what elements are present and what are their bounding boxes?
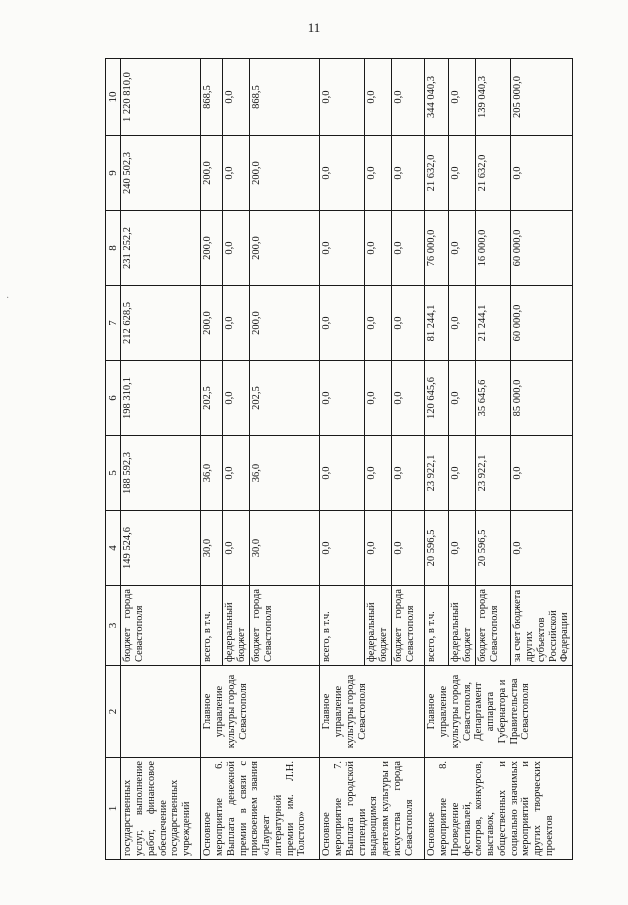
value-cell: 0,0: [449, 136, 476, 211]
value-cell: 30,0: [250, 511, 320, 586]
funding-source: бюджет города Севастополя: [476, 586, 511, 666]
funding-source: федеральный бюджет: [223, 586, 250, 666]
column-header: 5: [106, 436, 121, 511]
value-cell: 23 922,1: [476, 436, 511, 511]
funding-source: за счет бюджета других субъектов Российской Федерации: [511, 586, 573, 666]
budget-table: [105, 58, 573, 860]
value-cell: 205 000,0: [511, 59, 573, 136]
value-cell: 198 310,1: [121, 361, 201, 436]
funding-source: федеральный бюджет: [365, 586, 392, 666]
funding-source: бюджет города Севастополя: [250, 586, 320, 666]
header-row: [106, 59, 121, 860]
executor: [121, 666, 201, 758]
value-cell: 60 000,0: [511, 211, 573, 286]
value-cell: 188 592,3: [121, 436, 201, 511]
value-cell: 0,0: [365, 211, 392, 286]
measure-name: Основное мероприятие 6. Выплата денежной премии в связи с присвоением звания «Лауреат литературной премии им. Л.Н. Толстого»: [201, 758, 320, 860]
value-cell: 60 000,0: [511, 286, 573, 361]
executor: Главное управление культуры города Севастополя, Департамент аппарата Губернатора и Правительства Севастополя: [425, 666, 573, 758]
value-cell: 0,0: [223, 59, 250, 136]
value-cell: 200,0: [250, 286, 320, 361]
measure-name: Основное мероприятие 7. Выплата городской стипендии выдающимся деятелям культуры и искусства города Севастополя: [320, 758, 425, 860]
value-cell: 0,0: [223, 286, 250, 361]
value-cell: 0,0: [320, 211, 365, 286]
funding-source: всего, в т.ч.: [320, 586, 365, 666]
value-cell: 0,0: [511, 436, 573, 511]
stray-mark: ·: [6, 293, 10, 304]
value-cell: 0,0: [449, 286, 476, 361]
value-cell: 240 502,3: [121, 136, 201, 211]
table-row: [425, 59, 449, 860]
column-header: 6: [106, 361, 121, 436]
value-cell: 35 645,6: [476, 361, 511, 436]
value-cell: 0,0: [392, 361, 425, 436]
value-cell: 200,0: [250, 136, 320, 211]
value-cell: 21 244,1: [476, 286, 511, 361]
value-cell: 200,0: [250, 211, 320, 286]
table-row: [201, 59, 223, 860]
table-row: [320, 59, 365, 860]
funding-source: федеральный бюджет: [449, 586, 476, 666]
value-cell: 16 000,0: [476, 211, 511, 286]
funding-source: бюджет города Севастополя: [121, 586, 201, 666]
value-cell: 0,0: [365, 136, 392, 211]
value-cell: 23 922,1: [425, 436, 449, 511]
value-cell: 21 632,0: [476, 136, 511, 211]
value-cell: 212 628,5: [121, 286, 201, 361]
value-cell: 0,0: [223, 511, 250, 586]
value-cell: 0,0: [320, 436, 365, 511]
value-cell: 0,0: [365, 286, 392, 361]
value-cell: 200,0: [201, 286, 223, 361]
value-cell: 0,0: [449, 211, 476, 286]
value-cell: 149 524,6: [121, 511, 201, 586]
funding-source: бюджет города Севастополя: [392, 586, 425, 666]
value-cell: 21 632,0: [425, 136, 449, 211]
value-cell: 0,0: [365, 59, 392, 136]
value-cell: 0,0: [449, 436, 476, 511]
column-header: 7: [106, 286, 121, 361]
value-cell: 0,0: [223, 436, 250, 511]
table-row: [121, 59, 201, 860]
value-cell: 0,0: [511, 136, 573, 211]
value-cell: 139 040,3: [476, 59, 511, 136]
value-cell: 0,0: [392, 511, 425, 586]
value-cell: 0,0: [365, 436, 392, 511]
value-cell: 0,0: [449, 361, 476, 436]
value-cell: 0,0: [392, 436, 425, 511]
value-cell: 20 596,5: [476, 511, 511, 586]
measure-name: государственных услуг, выполнение работ, финансовое обеспечение государственных учреждений: [121, 758, 201, 860]
column-header: 1: [106, 758, 121, 860]
value-cell: 36,0: [201, 436, 223, 511]
value-cell: 202,5: [201, 361, 223, 436]
measure-name: Основное мероприятие 8. Проведение фестивалей, смотров, конкурсов, выставок, общественных и социально значимых мероприятий и других творческих проектов: [425, 758, 573, 860]
value-cell: 0,0: [392, 136, 425, 211]
value-cell: 0,0: [223, 211, 250, 286]
value-cell: 0,0: [223, 136, 250, 211]
value-cell: 1 220 810,0: [121, 59, 201, 136]
column-header: 9: [106, 136, 121, 211]
value-cell: 868,5: [250, 59, 320, 136]
column-header: 8: [106, 211, 121, 286]
value-cell: 0,0: [392, 286, 425, 361]
value-cell: 344 040,3: [425, 59, 449, 136]
value-cell: 0,0: [392, 59, 425, 136]
funding-source: всего, в т.ч.: [425, 586, 449, 666]
value-cell: 0,0: [449, 511, 476, 586]
value-cell: 120 645,6: [425, 361, 449, 436]
value-cell: 0,0: [511, 511, 573, 586]
funding-source: всего, в т.ч.: [201, 586, 223, 666]
value-cell: 0,0: [320, 59, 365, 136]
page-number: 11: [307, 20, 321, 35]
value-cell: 36,0: [250, 436, 320, 511]
column-header: 2: [106, 666, 121, 758]
column-header: 4: [106, 511, 121, 586]
value-cell: 0,0: [320, 511, 365, 586]
value-cell: 0,0: [449, 59, 476, 136]
column-header: 3: [106, 586, 121, 666]
value-cell: 0,0: [392, 211, 425, 286]
value-cell: 0,0: [365, 511, 392, 586]
executor: Главное управление культуры города Севастополя: [320, 666, 425, 758]
value-cell: 868,5: [201, 59, 223, 136]
value-cell: 76 000,0: [425, 211, 449, 286]
value-cell: 200,0: [201, 136, 223, 211]
value-cell: 0,0: [320, 361, 365, 436]
value-cell: 0,0: [320, 286, 365, 361]
value-cell: 85 000,0: [511, 361, 573, 436]
value-cell: 200,0: [201, 211, 223, 286]
value-cell: 202,5: [250, 361, 320, 436]
value-cell: 0,0: [223, 361, 250, 436]
value-cell: 81 244,1: [425, 286, 449, 361]
budget-table-rotated: [105, 59, 571, 860]
value-cell: 0,0: [320, 136, 365, 211]
value-cell: 30,0: [201, 511, 223, 586]
value-cell: 20 596,5: [425, 511, 449, 586]
value-cell: 231 252,2: [121, 211, 201, 286]
executor: Главное управление культуры города Севастополя: [201, 666, 320, 758]
column-header: 10: [106, 59, 121, 136]
value-cell: 0,0: [365, 361, 392, 436]
